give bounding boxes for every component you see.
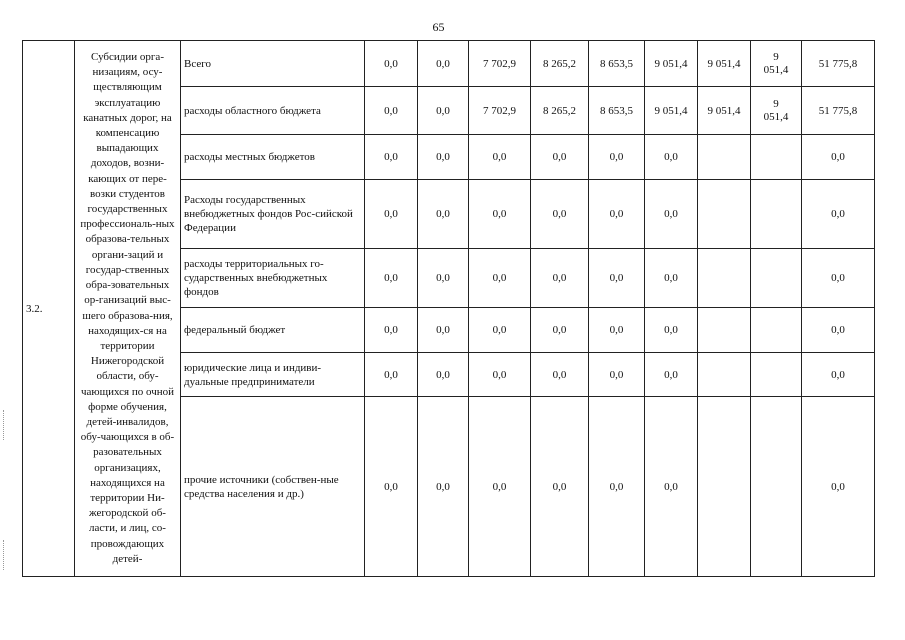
value-cell-wrapped: [751, 249, 802, 308]
value-cell: 9 051,4: [645, 41, 698, 87]
value-cell-wrapped: [751, 353, 802, 397]
value-part: 9: [773, 50, 779, 63]
funding-source: Всего: [181, 41, 365, 87]
value-cell: 8 265,2: [531, 41, 589, 87]
value-cell: 0,0: [645, 135, 698, 180]
value-cell: 0,0: [531, 308, 589, 353]
value-cell: 0,0: [589, 180, 645, 249]
value-cell: 0,0: [469, 308, 531, 353]
value-cell: 0,0: [365, 249, 418, 308]
scan-margin-mark: [3, 410, 5, 440]
value-cell: 8 653,5: [589, 41, 645, 87]
value-cell: [698, 397, 751, 577]
funding-source: Расходы государственных внебюджетных фондов Рос-сийской Федерации: [181, 180, 365, 249]
value-cell: 0,0: [469, 135, 531, 180]
funding-source: расходы областного бюджета: [181, 87, 365, 135]
value-part: 9: [773, 97, 779, 110]
total-cell: 0,0: [802, 135, 875, 180]
funding-source: юридические лица и индиви-дуальные предприниматели: [181, 353, 365, 397]
value-cell: 0,0: [365, 353, 418, 397]
value-cell-wrapped: [751, 180, 802, 249]
value-cell: 0,0: [365, 308, 418, 353]
value-cell: 0,0: [645, 353, 698, 397]
value-cell-wrapped: [751, 135, 802, 180]
value-cell: 0,0: [469, 180, 531, 249]
row-number: 3.2.: [23, 41, 75, 577]
value-cell: 0,0: [365, 180, 418, 249]
total-cell: 51 775,8: [802, 41, 875, 87]
total-cell: 0,0: [802, 308, 875, 353]
value-cell: 0,0: [531, 180, 589, 249]
value-cell: 7 702,9: [469, 87, 531, 135]
funding-source: расходы территориальных го-сударственных внебюджетных фондов: [181, 249, 365, 308]
value-cell: 0,0: [418, 180, 469, 249]
value-cell: [698, 180, 751, 249]
value-cell: 0,0: [418, 135, 469, 180]
value-cell: 0,0: [645, 308, 698, 353]
value-cell: [698, 249, 751, 308]
value-cell-wrapped: [751, 308, 802, 353]
page-number: 65: [432, 20, 445, 34]
scan-margin-mark: [3, 540, 5, 570]
funding-source: расходы местных бюджетов: [181, 135, 365, 180]
value-part: 051,4: [763, 110, 789, 123]
value-cell: 0,0: [589, 308, 645, 353]
total-cell: 0,0: [802, 180, 875, 249]
value-cell: 0,0: [645, 249, 698, 308]
total-cell: 51 775,8: [802, 87, 875, 135]
value-cell: 0,0: [418, 87, 469, 135]
budget-table: [22, 40, 875, 577]
value-cell: 0,0: [589, 249, 645, 308]
value-cell: 0,0: [365, 41, 418, 87]
value-cell: 0,0: [645, 397, 698, 577]
table-row: [23, 41, 875, 87]
value-cell-wrapped: [751, 41, 802, 87]
value-cell: [698, 135, 751, 180]
value-cell: 0,0: [365, 135, 418, 180]
value-cell: 0,0: [418, 353, 469, 397]
value-cell: 9 051,4: [645, 87, 698, 135]
value-cell: 0,0: [418, 41, 469, 87]
value-cell: 0,0: [469, 353, 531, 397]
value-cell-wrapped: [751, 397, 802, 577]
value-cell: 0,0: [589, 397, 645, 577]
value-cell: [698, 308, 751, 353]
value-cell: 0,0: [531, 353, 589, 397]
value-cell: [698, 353, 751, 397]
value-cell: 0,0: [365, 397, 418, 577]
value-cell: 8 653,5: [589, 87, 645, 135]
value-cell: 0,0: [469, 249, 531, 308]
value-cell-wrapped: [751, 87, 802, 135]
value-cell: 0,0: [645, 180, 698, 249]
value-cell: 9 051,4: [698, 87, 751, 135]
value-cell: 0,0: [418, 308, 469, 353]
value-cell: 7 702,9: [469, 41, 531, 87]
value-cell: 0,0: [469, 397, 531, 577]
value-cell: 8 265,2: [531, 87, 589, 135]
value-cell: 9 051,4: [698, 41, 751, 87]
measure-description: Субсидии орга-низациям, осу-ществляющим эксплуатацию канатных дорог, на компенсацию выпадающих доходов, возни-кающих от пере-возки студентов государственных профессиональ-ных образова-тельных органи-заций и государ-ственных обра-зовательных ор-ганизаций выс-шего образова-ния, находящих-ся на территории Нижегородской области, обу-чающихся по очной форме обучения, детей-инвалидов, обу-чающихся в об-разовательных организациях, находящихся на территории Ни-жегородской об-ласти, и лиц, со-провождающих детей-: [75, 41, 181, 577]
value-cell: 0,0: [531, 249, 589, 308]
value-cell: 0,0: [589, 135, 645, 180]
funding-source: федеральный бюджет: [181, 308, 365, 353]
value-part: 051,4: [763, 63, 789, 76]
value-cell: 0,0: [418, 249, 469, 308]
value-cell: 0,0: [418, 397, 469, 577]
total-cell: 0,0: [802, 353, 875, 397]
total-cell: 0,0: [802, 249, 875, 308]
value-cell: 0,0: [531, 135, 589, 180]
total-cell: 0,0: [802, 397, 875, 577]
value-cell: 0,0: [589, 353, 645, 397]
value-cell: 0,0: [531, 397, 589, 577]
value-cell: 0,0: [365, 87, 418, 135]
funding-source: прочие источники (собствен-ные средства населения и др.): [181, 397, 365, 577]
